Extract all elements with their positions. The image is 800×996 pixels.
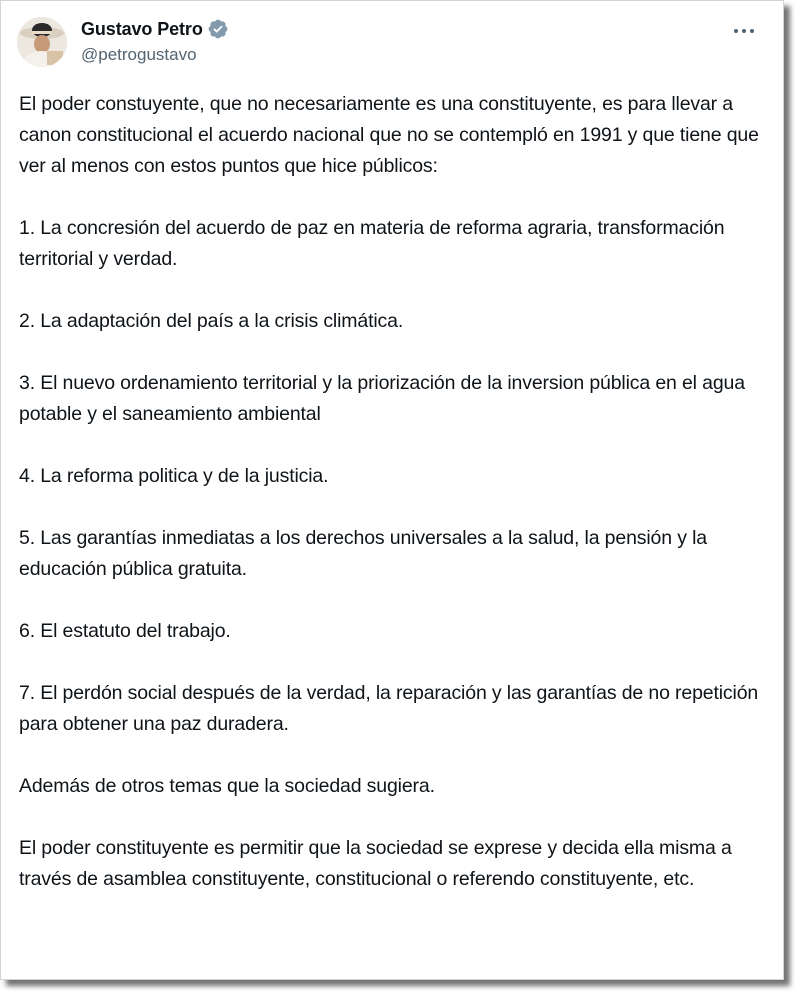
tweet-paragraph: 2. La adaptación del país a la crisis climática. <box>19 310 404 332</box>
display-name[interactable]: Gustavo Petro <box>81 18 203 39</box>
tweet-paragraph: 1. La concresión del acuerdo de paz en materia de reforma agraria, transformación territorial y verdad. <box>19 217 725 270</box>
avatar-photo-icon <box>17 17 67 67</box>
tweet-paragraph: 5. Las garantías inmediatas a los derechos universales a la salud, la pensión y la educación pública gratuita. <box>19 527 707 580</box>
tweet-paragraph: El poder constuyente, que no necesariamente es una constituyente, es para llevar a canon constitucional el acuerdo nacional que no se contempló en 1991 y que tiene que ver al menos con estos puntos que hice públicos: <box>19 93 759 177</box>
tweet-paragraph: 3. El nuevo ordenamiento territorial y la priorización de la inversion pública en el agua potable y el saneamiento ambiental <box>19 372 745 425</box>
user-handle[interactable]: @petrogustavo <box>81 45 197 64</box>
verified-badge-icon[interactable] <box>207 18 229 40</box>
more-options-button[interactable] <box>727 19 761 43</box>
name-row <box>81 17 229 41</box>
tweet-paragraph: 7. El perdón social después de la verdad, la reparación y las garantías de no repetición para obtener una paz duradera. <box>19 682 759 735</box>
tweet-paragraph: 6. El estatuto del trabajo. <box>19 620 231 642</box>
author-block <box>81 17 229 65</box>
tweet-header <box>17 15 767 71</box>
avatar[interactable] <box>17 17 67 67</box>
tweet-paragraph: Además de otros temas que la sociedad sugiera. <box>19 775 435 797</box>
more-horizontal-icon <box>733 28 755 34</box>
tweet-paragraph: 4. La reforma politica y de la justicia. <box>19 465 329 487</box>
tweet-text <box>19 89 764 895</box>
tweet-paragraph: El poder constituyente es permitir que la sociedad se exprese y decida ella misma a través de asamblea constituyente, constitucional o referendo constituyente, etc. <box>19 837 732 890</box>
